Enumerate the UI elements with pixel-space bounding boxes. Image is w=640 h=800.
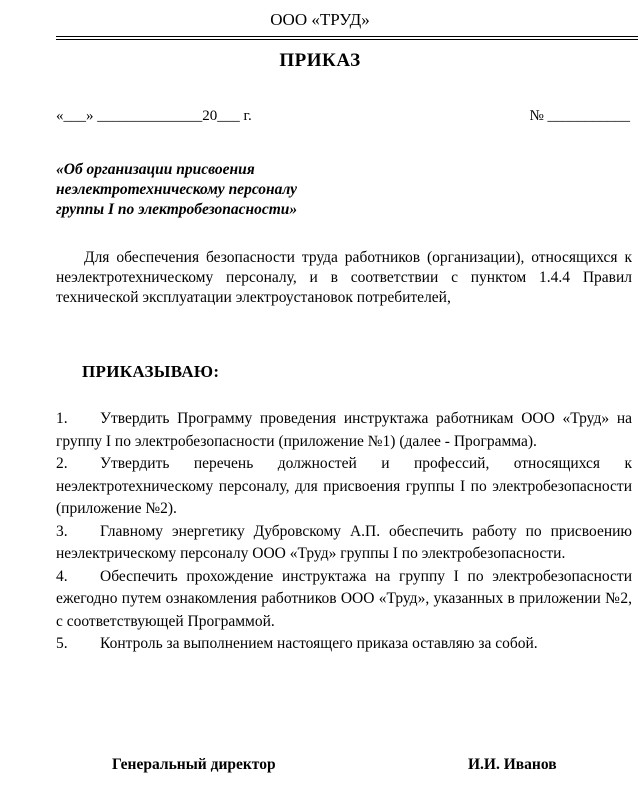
item-text: Утвердить перечень должностей и профессий, относящихся к неэлектротехническому персоналу, для присвоения группы I по электробезопасности (приложение №2). <box>56 455 632 517</box>
item-text: Утвердить Программу проведения инструктажа работникам ООО «Труд» на группу I по электробезопасности (приложение №1) (далее - Программа). <box>56 410 632 450</box>
order-number-field: № ___________ <box>529 108 630 124</box>
subject-line: «Об организации присвоения <box>56 161 255 178</box>
order-subject <box>56 160 456 220</box>
subject-line: группы I по электробезопасности» <box>56 201 298 218</box>
item-number: 5. <box>56 635 68 652</box>
order-item <box>56 566 632 634</box>
preamble-paragraph: Для обеспечения безопасности труда работников (организации), относящихся к неэлектротехническому персоналу, и в соответствии с пунктом 1.4.4 Правил технической эксплуатации электроустановок потребителей, <box>56 249 632 306</box>
item-text: Обеспечить прохождение инструктажа на группу I по электробезопасности ежегодно путем ознакомления работников ООО «Труд», указанных в приложении №2, с соответствующей Программой. <box>56 567 632 630</box>
signatory-name: И.И. Иванов <box>468 756 557 773</box>
organization-name: ООО «ТРУД» <box>270 10 370 29</box>
item-number: 1. <box>56 410 68 427</box>
document-title: ПРИКАЗ <box>279 50 361 71</box>
item-number: 4. <box>56 567 68 585</box>
order-item <box>56 521 632 566</box>
signatory-position: Генеральный директор <box>112 756 276 773</box>
header-divider <box>56 36 638 40</box>
subject-line: неэлектротехническому персоналу <box>56 181 298 198</box>
order-date-field: «___» ______________20___ г. <box>56 108 252 124</box>
item-text: Главному энергетику Дубровскому А.П. обеспечить работу по присвоению неэлектрическому персоналу ООО «Труд» группы I по электробезопасности. <box>56 522 632 562</box>
item-text: Контроль за выполнением настоящего приказа оставляю за собой. <box>100 635 538 652</box>
order-item <box>56 633 632 656</box>
order-item <box>56 453 632 521</box>
order-items-list <box>56 408 632 656</box>
order-directive: ПРИКАЗЫВАЮ: <box>82 362 220 381</box>
item-number: 2. <box>56 455 68 472</box>
order-item <box>56 408 632 453</box>
item-number: 3. <box>56 522 68 540</box>
